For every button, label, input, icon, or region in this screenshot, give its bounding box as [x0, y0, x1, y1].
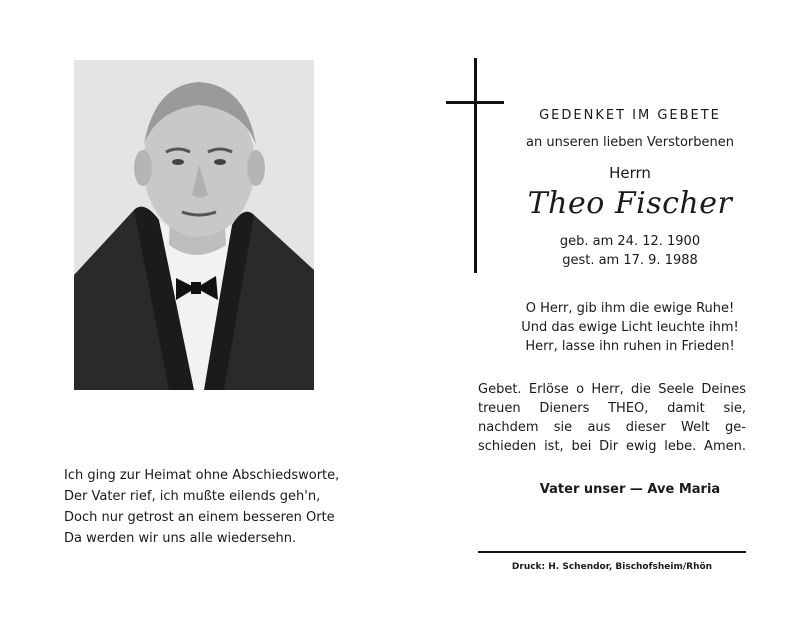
portrait-illustration	[74, 60, 314, 390]
birth-date: geb. am 24. 12. 1900	[559, 234, 701, 249]
farewell-poem	[64, 465, 364, 549]
prayer-line: Herr, lasse ihn ruhen in Frieden!	[525, 339, 735, 354]
gebet-line: schieden ist, bei Dir ewig lebe. Amen.	[478, 439, 746, 454]
gebet-line: treuen Dieners THEO, damit sie,	[478, 401, 746, 416]
gebet-line: Gebet. Erlöse o Herr, die Seele Deines	[478, 382, 746, 397]
closing-prayers: Vater unser — Ave Maria	[539, 482, 721, 497]
honorific: Herrn	[609, 164, 651, 182]
short-prayer	[460, 299, 800, 356]
cross-icon-arm	[446, 101, 504, 104]
prayer-line: Und das ewige Licht leuchte ihm!	[521, 320, 739, 335]
poem-line: Doch nur getrost an einem besseren Orte	[64, 510, 335, 525]
gebet-line: nachdem sie aus dieser Welt ge-	[478, 420, 746, 435]
life-dates	[480, 232, 780, 270]
portrait-photo	[74, 60, 314, 390]
printer-credit: Druck: H. Schendor, Bischofsheim/Rhön	[511, 562, 713, 572]
poem-line: Da werden wir uns alle wiedersehn.	[64, 531, 297, 546]
death-date: gest. am 17. 9. 1988	[562, 253, 698, 268]
card-heading: GEDENKET IM GEBETE	[539, 108, 721, 123]
deceased-name: Theo Fischer	[527, 186, 733, 221]
divider	[478, 551, 746, 553]
poem-line: Der Vater rief, ich mußte eilends geh'n,	[64, 489, 321, 504]
poem-line: Ich ging zur Heimat ohne Abschiedsworte,	[64, 468, 340, 483]
prayer-line: O Herr, gib ihm die ewige Ruhe!	[525, 301, 735, 316]
card-subheading: an unseren lieben Verstorbenen	[526, 135, 734, 150]
cross-icon	[474, 58, 477, 273]
gebet-paragraph	[478, 380, 746, 456]
